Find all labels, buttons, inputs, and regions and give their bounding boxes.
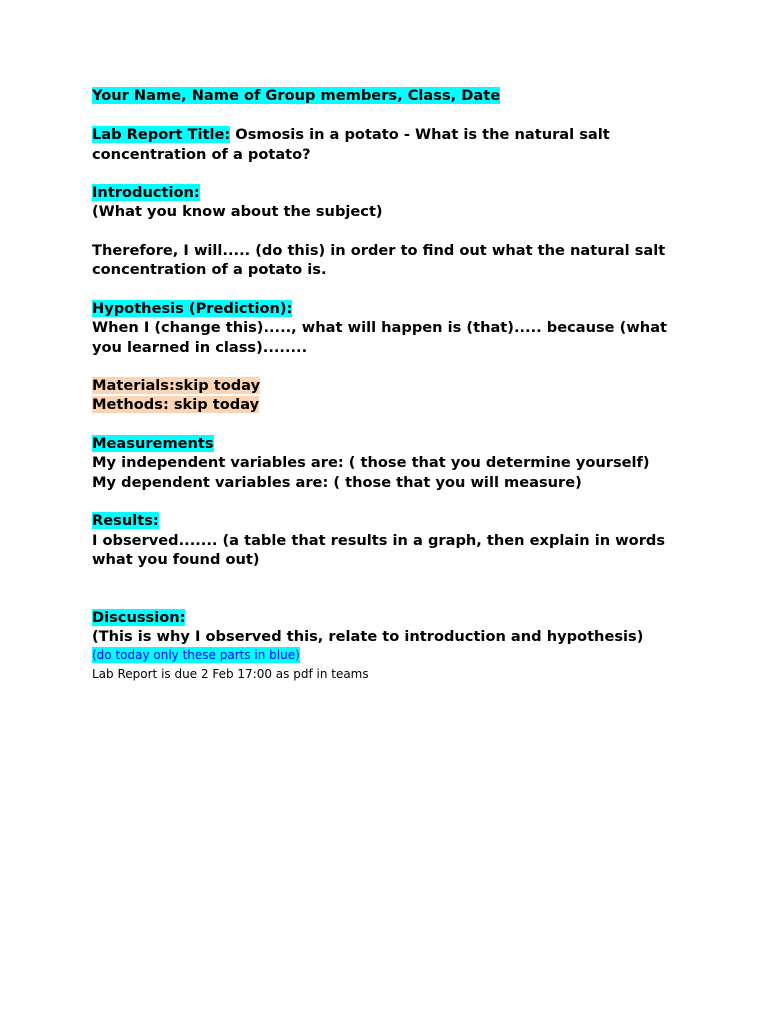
header-line: [92, 86, 500, 106]
measurements-text: My dependent variables are: ( those that you will measure): [92, 474, 582, 491]
results-text: what you found out): [92, 551, 260, 568]
measurements-line-1: [92, 453, 650, 473]
introduction-line-3: [92, 260, 327, 280]
title-text-cont: concentration of a potato?: [92, 146, 311, 163]
materials-text: Materials:skip today: [92, 377, 261, 394]
results-heading: Results:: [92, 512, 159, 529]
blue-note-line: [92, 647, 300, 663]
hypothesis-line-2: [92, 338, 307, 358]
hypothesis-heading-line: [92, 299, 292, 319]
results-heading-line: [92, 511, 159, 531]
results-line-2: [92, 550, 260, 570]
measurements-heading-line: [92, 434, 214, 454]
title-line-1: [92, 125, 610, 145]
header-text: Your Name, Name of Group members, Class, Date: [92, 87, 501, 104]
hypothesis-heading: Hypothesis (Prediction):: [92, 300, 293, 317]
methods-text: Methods: skip today: [92, 396, 260, 413]
due-note-text: Lab Report is due 2 Feb 17:00 as pdf in teams: [92, 667, 369, 681]
due-note-line: [92, 666, 369, 682]
hypothesis-text: When I (change this)....., what will happen is (that)..... because (what: [92, 319, 668, 336]
measurements-line-2: [92, 473, 582, 493]
introduction-text: (What you know about the subject): [92, 203, 383, 220]
title-label: Lab Report Title:: [92, 126, 231, 143]
hypothesis-line-1: [92, 318, 667, 338]
results-text: I observed....... (a table that results in a graph, then explain in words: [92, 532, 666, 549]
methods-line: [92, 395, 259, 415]
discussion-line-1: [92, 627, 643, 647]
introduction-line-2: [92, 241, 665, 261]
results-line-1: [92, 531, 665, 551]
discussion-heading-line: [92, 608, 185, 628]
introduction-text: concentration of a potato is.: [92, 261, 327, 278]
blue-note-text: (do today only these parts in blue): [92, 648, 300, 662]
introduction-line-1: [92, 202, 383, 222]
hypothesis-text: you learned in class)........: [92, 339, 308, 356]
measurements-heading: Measurements: [92, 435, 214, 452]
title-line-2: [92, 145, 311, 165]
title-text: Osmosis in a potato - What is the natural salt: [230, 126, 610, 143]
measurements-text: My independent variables are: ( those that you determine yourself): [92, 454, 650, 471]
discussion-text: (This is why I observed this, relate to introduction and hypothesis): [92, 628, 644, 645]
introduction-heading-line: [92, 183, 200, 203]
materials-line: [92, 376, 260, 396]
introduction-heading: Introduction:: [92, 184, 200, 201]
discussion-heading: Discussion:: [92, 609, 186, 626]
introduction-text: Therefore, I will..... (do this) in order to find out what the natural salt: [92, 242, 666, 259]
